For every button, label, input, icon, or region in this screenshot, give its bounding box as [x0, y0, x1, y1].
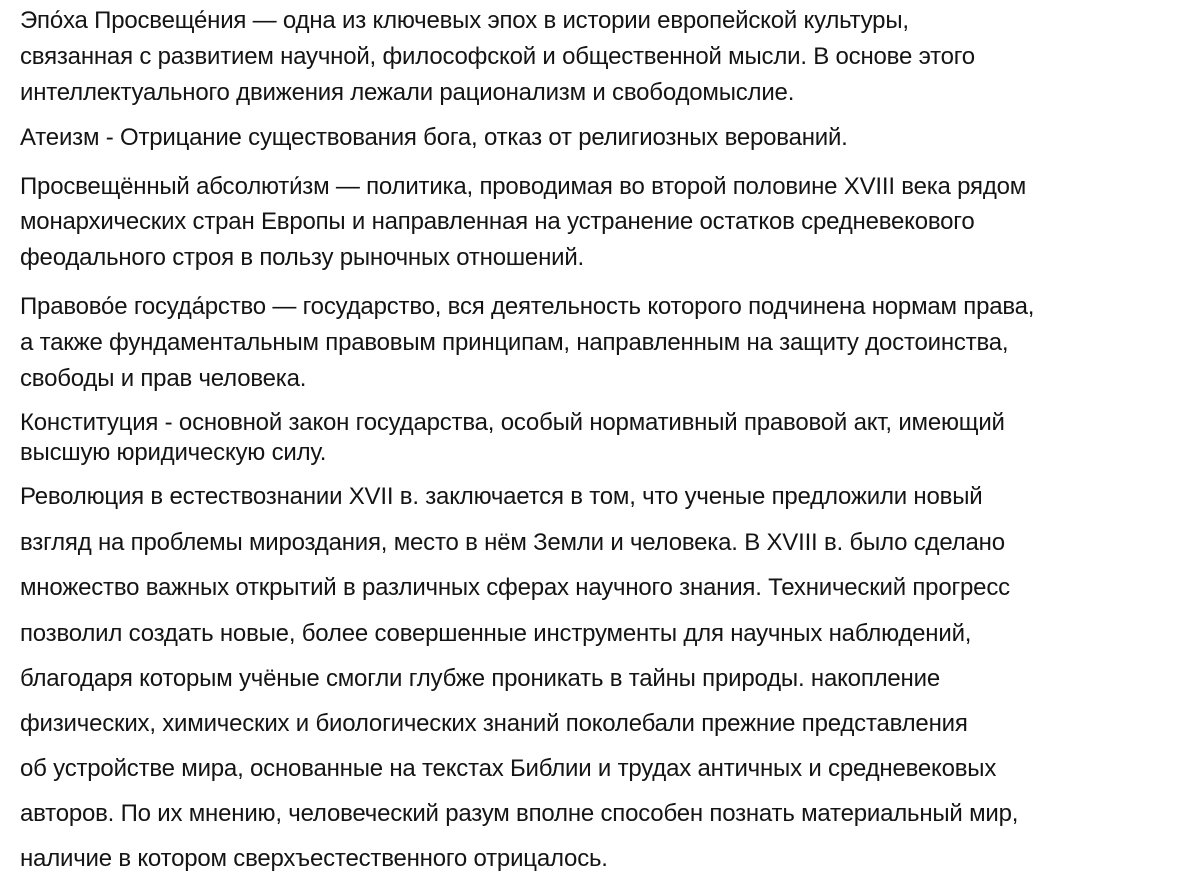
- text-line: об устройстве мира, основанные на текстах Библии и трудах античных и средневековых: [20, 755, 997, 782]
- text-line: Просвещённый абсолюти́зм — политика, проводимая во второй половине XVIII века рядом: [20, 173, 1027, 200]
- text-line: физических, химических и биологических знаний поколебали прежние представления: [20, 710, 968, 737]
- text-line: Атеизм - Отрицание существования бога, отказ от религиозных верований.: [20, 124, 848, 151]
- text-line: авторов. По их мнению, человеческий разум вполне способен познать материальный мир,: [20, 800, 1019, 827]
- text-line: а также фундаментальным правовым принципам, направленным на защиту достоинства,: [20, 329, 1009, 356]
- text-line: высшую юридическую силу.: [20, 439, 327, 466]
- text-line: наличие в котором сверхъестественного отрицалось.: [20, 845, 608, 872]
- text-line: феодального строя в пользу рыночных отношений.: [20, 244, 585, 271]
- text-line: Конституция - основной закон государства, особый нормативный правовой акт, имеющий: [20, 409, 1005, 436]
- text-line: Правово́е госуда́рство — государство, вся деятельность которого подчинена нормам права,: [20, 293, 1035, 320]
- text-line: монархических стран Европы и направленная на устранение остатков средневекового: [20, 208, 975, 235]
- text-line: интеллектуального движения лежали рационализм и свободомыслие.: [20, 79, 795, 106]
- text-line: позволил создать новые, более совершенные инструменты для научных наблюдений,: [20, 620, 972, 647]
- text-line: множество важных открытий в различных сферах научного знания. Технический прогресс: [20, 574, 1010, 601]
- text-line: Эпо́ха Просвеще́ния — одна из ключевых эпох в истории европейской культуры,: [20, 7, 909, 34]
- text-line: связанная с развитием научной, философской и общественной мысли. В основе этого: [20, 43, 975, 70]
- text-line: Революция в естествознании XVII в. заключается в том, что ученые предложили новый: [20, 483, 983, 510]
- text-line: свободы и прав человека.: [20, 365, 307, 392]
- text-line: взгляд на проблемы мироздания, место в нём Земли и человека. В XVIII в. было сделано: [20, 529, 1005, 556]
- text-line: благодаря которым учёные смогли глубже проникать в тайны природы. накопление: [20, 665, 940, 692]
